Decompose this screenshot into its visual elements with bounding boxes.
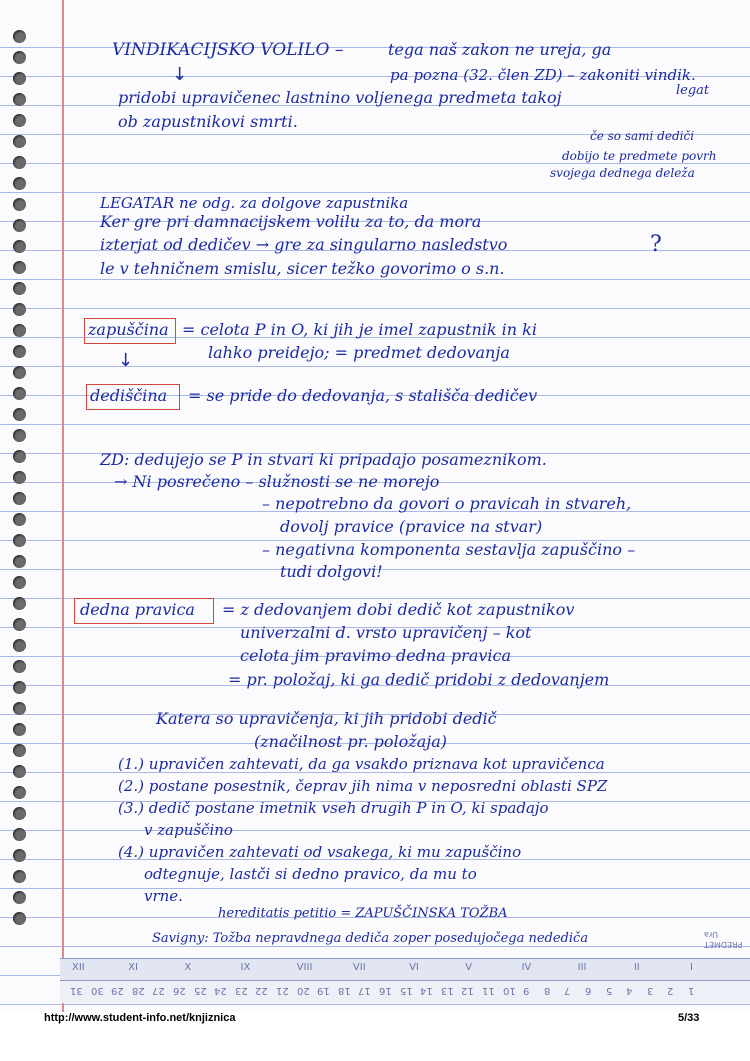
note-line: Ker gre pri damnacijskem volilu za to, da mora: [100, 212, 482, 231]
page-number: 5/33: [678, 1012, 700, 1024]
note-line: – nepotrebno da govori o pravicah in stvareh,: [262, 494, 632, 513]
ruler-label: PREDMET Ura: [703, 929, 742, 949]
ruler-roman-label: IX: [240, 962, 251, 973]
ruler-number-label: 20: [296, 985, 310, 996]
ruler-number-label: 30: [90, 985, 104, 996]
ruler-number-label: 4: [626, 985, 633, 996]
note-line: Savigny: Tožba nepravdnega dediča zoper posedujočega nedediča: [152, 931, 589, 946]
side-note: dobijo te predmete povrh: [562, 149, 717, 163]
ruler-number-label: 14: [420, 985, 433, 996]
ruler-number-label: 29: [111, 985, 124, 996]
term-dediscina: dediščina: [90, 386, 168, 405]
note-line: le v tehničnem smislu, sicer težko govorimo o s.n.: [100, 259, 505, 278]
ruler-roman-label: XII: [72, 962, 85, 973]
definition-line: = pr. položaj, ki ga dedič pridobi z dedovanjem: [228, 670, 610, 689]
note-line: dovolj pravice (pravice na stvar): [280, 517, 543, 536]
ruler-roman-label: VIII: [296, 962, 313, 973]
definition-line: = se pride do dedovanja, s stališča dedičev: [188, 386, 538, 405]
note-line: – negativna komponenta sestavlja zapuščino –: [262, 540, 636, 559]
ruler-roman-label: XI: [128, 962, 138, 973]
ruler-number-label: 1: [688, 985, 695, 996]
note-line: → Ni posrečeno – služnosti se ne morejo: [114, 472, 440, 491]
ruler-number-label: 19: [317, 985, 330, 996]
ruler-roman-label: V: [465, 962, 473, 973]
list-item: (4.) upravičen zahtevati od vsakega, ki mu zapuščino: [118, 843, 522, 861]
vindication-legacy-title: VINDIKACIJSKO VOLILO –: [112, 40, 344, 60]
note-line: LEGATAR ne odg. za dolgove zapustnika: [100, 194, 409, 212]
footer-url: http://www.student-info.net/knjiznica: [44, 1012, 236, 1024]
ruler-number-label: 21: [276, 985, 289, 996]
ruler-number-label: 18: [337, 985, 351, 996]
ruler-number-label: 12: [461, 985, 475, 996]
note-line: tudi dolgovi!: [280, 562, 383, 581]
ruler-roman-label: VI: [409, 962, 419, 973]
note-line: hereditatis petitio = ZAPUŠČINSKA TOŽBA: [218, 906, 508, 921]
ruler-number-label: 2: [667, 985, 674, 996]
ruler-roman-row: [60, 958, 750, 981]
definition-line: = z dedovanjem dobi dedič kot zapustnikov: [222, 600, 575, 619]
definition-line: lahko preidejo; = predmet dedovanja: [208, 343, 510, 362]
definition-line: univerzalni d. vrsto upravičenj – kot: [240, 623, 532, 642]
section-heading: Katera so upravičenja, ki jih pridobi dedič: [156, 709, 497, 728]
note-line: tega naš zakon ne ureja, ga: [388, 40, 612, 59]
list-item: vrne.: [144, 887, 183, 905]
list-item: (2.) postane posestnik, čeprav jih nima v neposredni oblasti SPZ: [118, 777, 608, 795]
ruler-number-label: 15: [399, 985, 413, 996]
note-line: pa pozna (32. člen ZD) – zakoniti vindik.: [390, 66, 696, 84]
ruler-number-label: 7: [564, 985, 571, 996]
ruler-number-label: 13: [440, 985, 454, 996]
ruler-number-label: 6: [585, 985, 592, 996]
note-line: ZD: dedujejo se P in stvari ki pripadajo posameznikom.: [100, 450, 547, 469]
note-line: legat: [676, 83, 710, 98]
term-dedna-pravica: dedna pravica: [80, 600, 195, 619]
ruler-number-label: 10: [502, 985, 516, 996]
definition-line: = celota P in O, ki jih je imel zapustnik in ki: [182, 320, 537, 339]
spiral-holes: [13, 30, 31, 933]
side-note: če so sami dediči: [590, 129, 695, 143]
down-arrow-icon: ↓: [172, 64, 188, 85]
ruler-roman-label: X: [184, 962, 192, 973]
list-item: odtegnuje, lastči si dedno pravico, da mu to: [144, 865, 477, 883]
ruler-number-label: 23: [234, 985, 248, 996]
ruler-number-label: 8: [543, 985, 551, 996]
ruler-number-label: 3: [646, 985, 654, 996]
ruler-number-label: 26: [173, 985, 186, 996]
term-zapuscina: zapuščina: [88, 320, 169, 339]
note-line: ob zapustnikovi smrti.: [118, 112, 298, 131]
ruler-number-label: 31: [70, 985, 83, 996]
note-line: izterjat od dedičev → gre za singularno nasledstvo: [100, 235, 508, 254]
ruler-number-label: 25: [193, 985, 207, 996]
ruler-roman-label: VII: [352, 962, 366, 973]
ruler-number-label: 24: [214, 985, 227, 996]
note-line: pridobi upravičenec lastnino voljenega predmeta takoj: [118, 88, 562, 107]
definition-line: celota jim pravimo dedna pravica: [240, 646, 512, 665]
ruler-number-label: 22: [255, 985, 269, 996]
ruler-number-label: 17: [358, 985, 372, 996]
ruler-roman-label: II: [633, 962, 640, 973]
ruler-number-label: 5: [605, 985, 612, 996]
list-item: (1.) upravičen zahtevati, da ga vsakdo priznava kot upravičenca: [118, 755, 605, 773]
list-item: v zapuščino: [144, 821, 233, 839]
margin-line: [62, 0, 64, 1012]
ruler-roman-label: III: [577, 962, 587, 973]
ruler-roman-label: I: [690, 962, 693, 973]
down-arrow-icon: ↓: [118, 350, 134, 371]
ruler-number-label: 11: [482, 985, 495, 996]
question-mark: ?: [650, 232, 662, 257]
note-line: (značilnost pr. položaja): [254, 732, 448, 751]
list-item: (3.) dedič postane imetnik vseh drugih P in O, ki spadajo: [118, 799, 549, 817]
ruler-number-label: 28: [131, 985, 145, 996]
ruler-number-label: 16: [379, 985, 392, 996]
ruler-number-label: 9: [523, 985, 530, 996]
ruler-number-label: 27: [152, 985, 166, 996]
side-note: svojega dednega deleža: [550, 166, 695, 180]
ruler-roman-label: IV: [521, 962, 532, 973]
